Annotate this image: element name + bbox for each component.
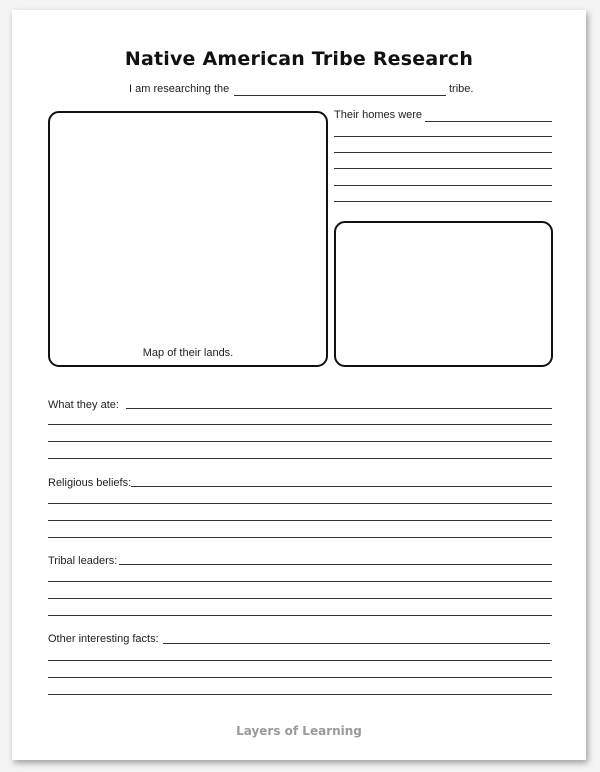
leaders-line[interactable]	[48, 615, 552, 616]
intro-suffix: tribe.	[449, 83, 474, 95]
religion-blank[interactable]	[131, 486, 552, 487]
homes-drawing-box[interactable]	[334, 221, 553, 367]
ate-blank[interactable]	[126, 408, 552, 409]
homes-line[interactable]	[334, 136, 552, 137]
religion-label: Religious beliefs:	[48, 477, 132, 489]
homes-line[interactable]	[334, 152, 552, 153]
homes-blank[interactable]	[425, 121, 552, 122]
footer-brand: Layers of Learning	[236, 724, 362, 738]
leaders-line[interactable]	[48, 581, 552, 582]
homes-label: Their homes were	[334, 109, 423, 121]
facts-line[interactable]	[48, 660, 552, 661]
map-box[interactable]	[48, 111, 328, 367]
homes-line[interactable]	[334, 168, 552, 169]
ate-label: What they ate:	[48, 399, 119, 411]
ate-line[interactable]	[48, 458, 552, 459]
worksheet-page	[12, 10, 586, 760]
facts-line[interactable]	[48, 694, 552, 695]
ate-line[interactable]	[48, 441, 552, 442]
religion-line[interactable]	[48, 537, 552, 538]
religion-line[interactable]	[48, 503, 552, 504]
homes-line[interactable]	[334, 201, 552, 202]
facts-label: Other interesting facts:	[48, 633, 159, 645]
ate-line[interactable]	[48, 424, 552, 425]
page-title: Native American Tribe Research	[124, 48, 474, 70]
intro-prefix: I am researching the	[129, 83, 230, 95]
leaders-blank[interactable]	[119, 564, 552, 565]
leaders-line[interactable]	[48, 598, 552, 599]
facts-line[interactable]	[48, 677, 552, 678]
religion-line[interactable]	[48, 520, 552, 521]
leaders-label: Tribal leaders:	[48, 555, 118, 567]
map-caption: Map of their lands.	[142, 347, 234, 359]
facts-blank[interactable]	[163, 643, 550, 644]
tribe-name-blank[interactable]	[234, 95, 446, 96]
homes-line[interactable]	[334, 185, 552, 186]
